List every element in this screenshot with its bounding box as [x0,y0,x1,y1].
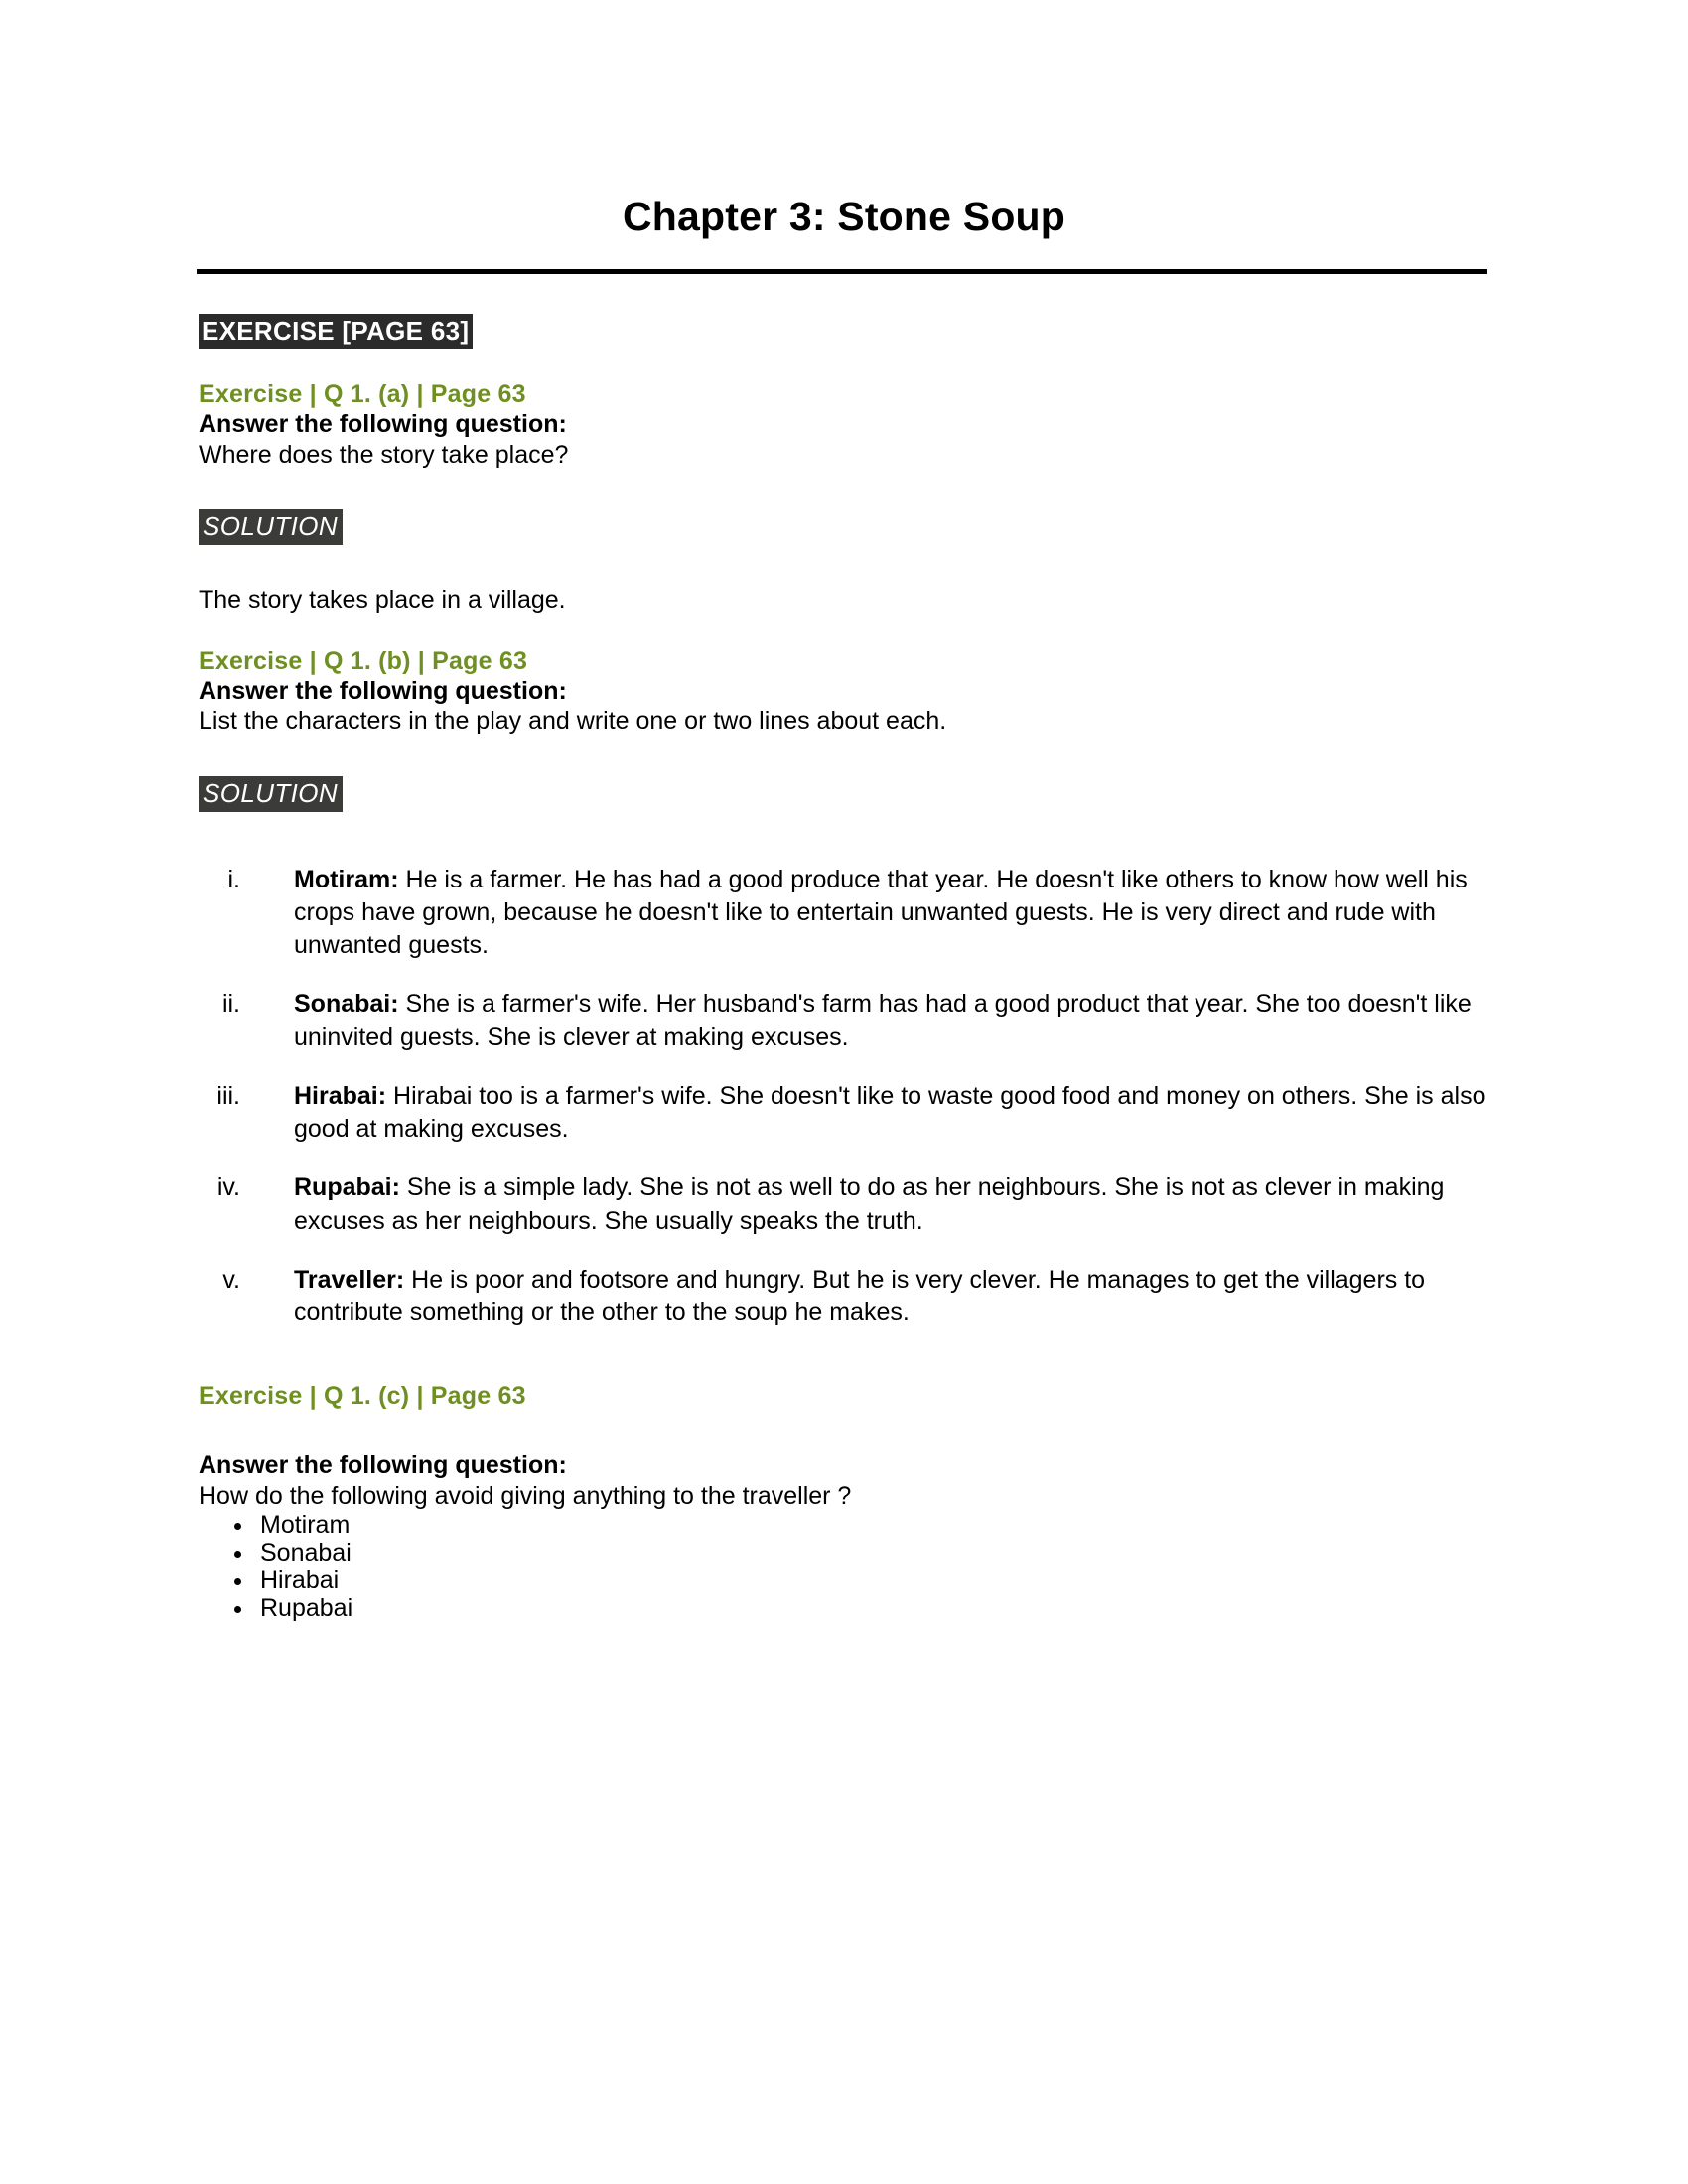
bullet-icon [234,1578,241,1585]
character-description: He is a farmer. He has had a good produce that year. He doesn't like others to know how well his crops have grown, because he doesn't like to entertain unwanted guests. He is very direct and rude with unwanted guests. [294,865,1468,960]
character-description: She is a simple lady. She is not as well to do as her neighbours. She is not as clever in making excuses as her neighbours. She usually speaks the truth. [294,1173,1445,1235]
answer-text-a: The story takes place in a village. [199,586,566,614]
character-description: Hirabai too is a farmer's wife. She doesn't like to waste good food and money on others. She is also good at making excuses. [294,1081,1486,1144]
spacer [199,737,1509,776]
page-title: Chapter 3: Stone Soup [622,194,1066,239]
question-heading-a: Exercise | Q 1. (a) | Page 63 [199,380,526,409]
solution-banner-b: SOLUTION [199,776,343,812]
list-marker: ii. [221,990,240,1019]
character-name: Traveller: [294,1265,405,1294]
character-description: He is poor and footsore and hungry. But he is very clever. He manages to get the villagers to contribute something or the other to the soup he makes. [294,1265,1426,1327]
answer-prompt-b: Answer the following question: [199,676,567,705]
character-name: Sonabai: [294,990,399,1019]
question-block-b [199,646,1509,737]
list-item [199,1171,1509,1238]
list-item [199,1594,1509,1622]
list-item [199,864,1509,963]
answer-prompt-a: Answer the following question: [199,410,567,439]
list-marker: iii. [216,1081,240,1110]
list-item [199,1080,1509,1147]
solution-banner-a: SOLUTION [199,509,343,545]
solution-banner-row-a [199,509,1509,545]
bullet-icon [234,1551,241,1558]
bullet-icon [234,1606,241,1613]
list-item [199,1511,1509,1539]
traveller-bullet-list [199,1511,1509,1622]
solution-banner-row-b [199,776,1509,812]
exercise-banner-row [199,314,1509,349]
list-marker: v. [222,1265,240,1294]
answer-prompt-c: Answer the following question: [199,1451,567,1480]
question-text-a: Where does the story take place? [199,440,569,469]
spacer [199,616,1509,646]
question-text-c: How do the following avoid giving anything to the traveller ? [199,1481,852,1510]
list-item [199,1264,1509,1330]
spacer [199,545,1509,585]
spacer [199,1329,1509,1381]
list-item [199,1539,1509,1567]
bullet-label: Hirabai [260,1567,340,1595]
question-heading-c: Exercise | Q 1. (c) | Page 63 [199,1382,526,1411]
character-name: Rupabai: [294,1173,400,1202]
bullet-label: Sonabai [260,1539,352,1568]
spacer [199,470,1509,509]
spacer [199,349,1509,379]
question-text-b: List the characters in the play and write one or two lines about each. [199,707,947,736]
exercise-section-banner: EXERCISE [PAGE 63] [199,314,473,349]
list-item [199,988,1509,1054]
spacer [199,812,1509,864]
character-name: Hirabai: [294,1081,387,1110]
bullet-icon [234,1523,241,1530]
list-marker: iv. [216,1173,240,1202]
list-item [199,1567,1509,1594]
question-heading-b: Exercise | Q 1. (b) | Page 63 [199,646,528,675]
character-description: She is a farmer's wife. Her husband's farm has had a good product that year. She too doesn't like uninvited guests. She is clever at making excuses. [294,990,1472,1051]
character-list [199,864,1509,1330]
bullet-label: Motiram [260,1511,351,1540]
question-block-a [199,379,1509,470]
bullet-label: Rupabai [260,1594,353,1623]
spacer [199,1411,1509,1450]
character-name: Motiram: [294,865,399,893]
document-content [199,274,1509,1622]
list-marker: i. [227,865,240,893]
